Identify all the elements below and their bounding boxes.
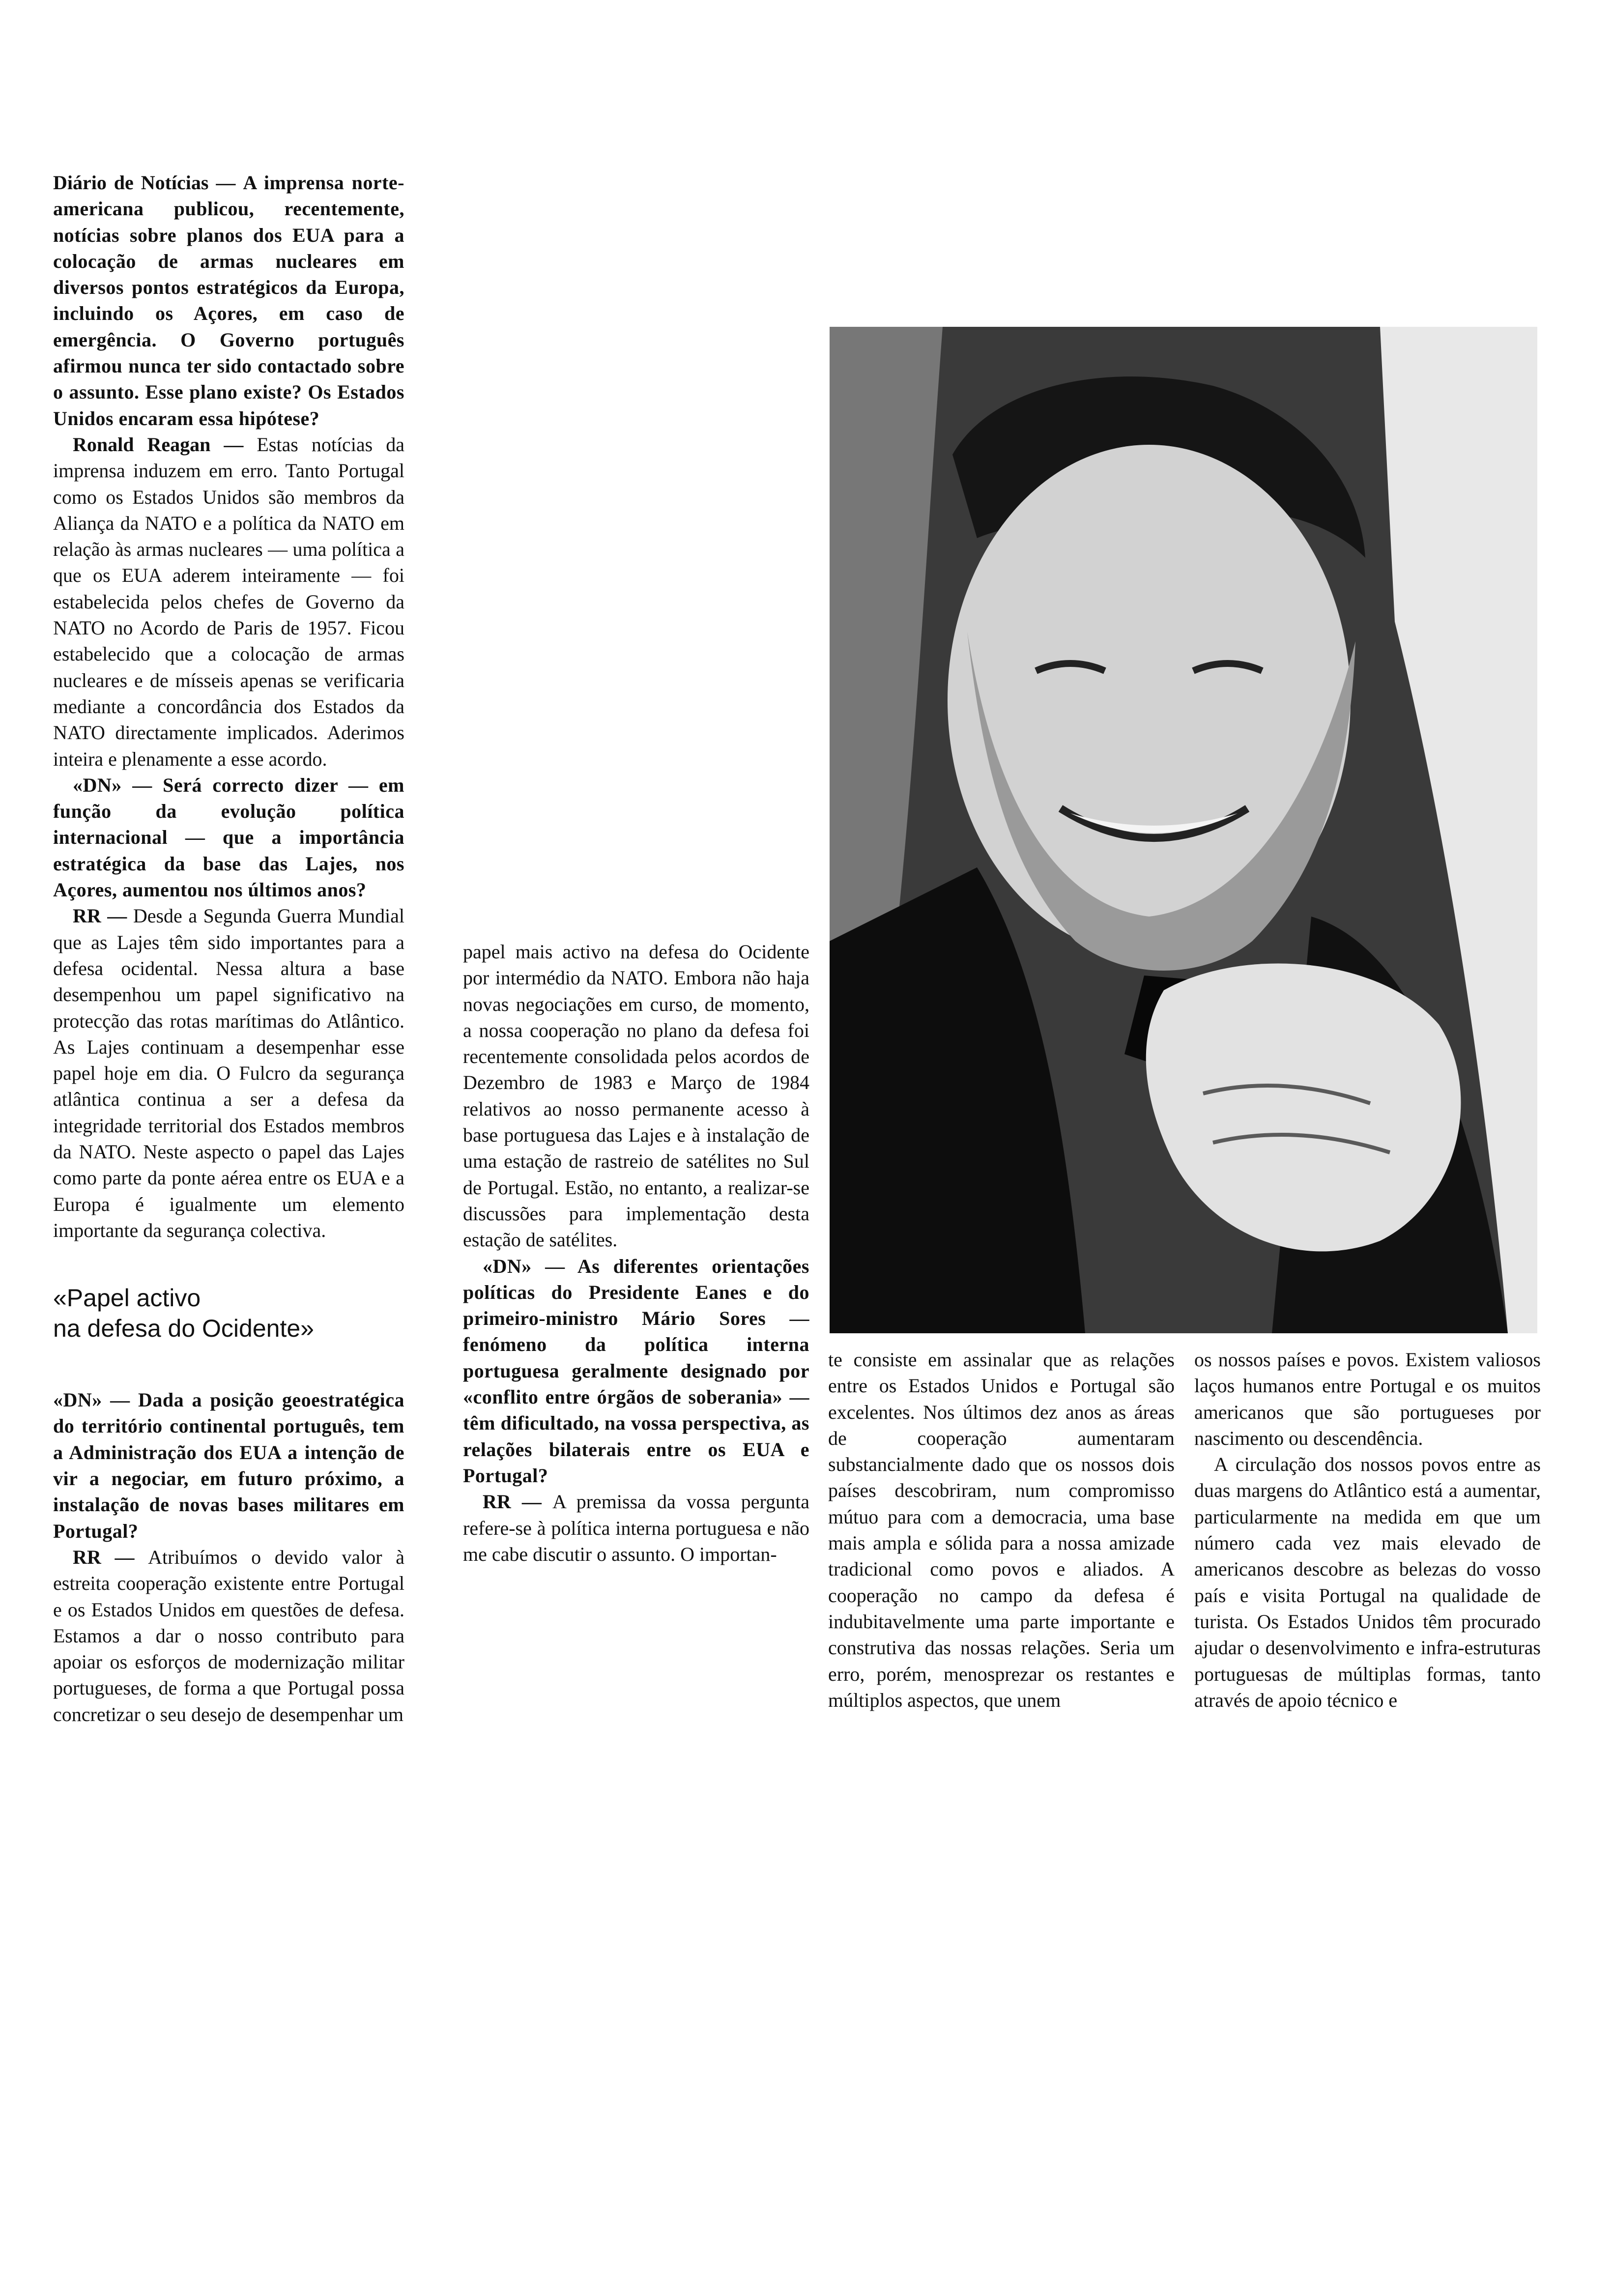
answer-text: Estas notícias da imprensa induzem em erro. Tanto Portugal como os Estados Unidos são membros da Aliança da NATO e a política da NATO em relação às armas nucleares — uma política a que os EUA aderem inteiramente — foi estabelecida pelos chefes de Governo da NATO no Acordo de Paris de 1957. Ficou estabelecido que a colocação de armas nucleares e de mísseis apenas se verificaria mediante a concordância dos Estados da NATO directamente implicados. Aderimos inteira e plenamente a esse acordo. xyxy=(53,433,404,770)
answer-text: A premissa da vossa pergunta refere-se à política interna portuguesa e não me cabe discutir o assunto. O importan- xyxy=(463,1491,809,1565)
question-paragraph: «DN» — Será correcto dizer — em função da evolução política internacional — que a importância estratégica da base das Lajes, nos Açores, aumentou nos últimos anos? xyxy=(53,774,404,901)
answer-paragraph xyxy=(53,903,404,1243)
answer-paragraph xyxy=(53,1544,404,1727)
answer-paragraph: papel mais activo na defesa do Ocidente por intermédio da NATO. Embora não haja novas negociações em curso, de momento, a nossa cooperação no plano da defesa foi recentemente consolidada pelos acordos de Dezembro de 1983 e Março de 1984 relativos ao nosso permanente acesso à base portuguesa das Lajes e à instalação de uma estação de rastreio de satélites no Sul de Portugal. Estão, no entanto, a realizar-se discussões para implementação desta estação de satélites. xyxy=(463,941,809,1251)
speaker-label: RR — xyxy=(73,1546,148,1568)
answer-text: Desde a Segunda Guerra Mundial que as Lajes têm sido importantes para a defesa ocidental. Nessa altura a base desempenhou um papel significativo na protecção das rotas marítimas do Atlântico. As Lajes continuam a desempenhar esse papel hoje em dia. O Fulcro da segurança atlântica continua a ser a defesa da integridade territorial dos Estados membros da NATO. Neste aspecto o papel das Lajes como parte da ponte aérea entre os EUA e a Europa é igualmente um elemento importante da segurança colectiva. xyxy=(53,905,404,1241)
speaker-label: Diário de Notícias — xyxy=(53,172,243,194)
question-paragraph: «DN» — As diferentes orientações políticas do Presidente Eanes e do primeiro-ministro Mário Sores — fenómeno da política interna portuguesa geralmente designado por «conflito entre órgãos de soberania» — têm dificultado, na vossa perspectiva, as relações bilaterais entre os EUA e Portugal? xyxy=(463,1255,809,1487)
subheading-line-1: «Papel activo xyxy=(53,1284,201,1312)
speaker-label: Ronald Reagan — xyxy=(73,433,257,456)
section-subheading xyxy=(53,1283,404,1344)
answer-text: Atribuímos o devido valor à estreita cooperação existente entre Portugal e os Estados Unidos em questões de defesa. Estamos a dar o nosso contributo para apoiar os esforços de modernização militar portugueses, de forma a que Portugal possa concretizar o seu desejo de desempenhar um xyxy=(53,1546,404,1725)
portrait-photo xyxy=(830,327,1537,1333)
answer-paragraph: os nossos países e povos. Existem valiosos laços humanos entre Portugal e os muitos americanos que são portugueses por nascimento ou descendência. xyxy=(1194,1349,1541,1449)
article-column-3 xyxy=(828,1347,1175,1713)
answer-paragraph xyxy=(463,1489,809,1567)
subheading-line-2: na defesa do Ocidente» xyxy=(53,1315,314,1343)
answer-paragraph xyxy=(53,431,404,772)
article-column-1 xyxy=(53,170,404,1727)
question-paragraph: «DN» — Dada a posição geoestratégica do território continental português, tem a Administração dos EUA a intenção de vir a negociar, em futuro próximo, a instalação de novas bases militares em Portugal? xyxy=(53,1389,404,1542)
speaker-label: RR — xyxy=(483,1491,552,1513)
answer-paragraph: A circulação dos nossos povos entre as duas margens do Atlântico está a aumentar, particularmente na medida em que um número cada vez mais elevado de americanos descobre as belezas do vosso país e visita Portugal na qualidade de turista. Os Estados Unidos têm procurado ajudar o desenvolvimento e infra-estruturas portuguesas de múltiplas formas, tanto através de apoio técnico e xyxy=(1194,1453,1541,1711)
article-column-2 xyxy=(463,939,809,1567)
question-text: A imprensa norte-americana publicou, recentemente, notícias sobre planos dos EUA para a colocação de armas nucleares em diversos pontos estratégicos da Europa, incluindo os Açores, em caso de emergência. O Governo português afirmou nunca ter sido contactado sobre o assunto. Esse plano existe? Os Estados Unidos encaram essa hipótese? xyxy=(53,172,405,430)
speaker-label: RR — xyxy=(73,905,133,927)
answer-paragraph: te consiste em assinalar que as relações entre os Estados Unidos e Portugal são excelentes. Nos últimos dez anos as áreas de cooperação aumentaram substancialmente dado que os nossos dois países descobriram, num compromisso mútuo para com a democracia, uma base mais ampla e sólida para a nossa amizade tradicional como povos e aliados. A cooperação no campo da defesa é indubitavelmente uma parte importante e construtiva das nossas relações. Seria um erro, porém, menosprezar os restantes e múltiplos aspectos, que unem xyxy=(828,1349,1175,1711)
question-paragraph xyxy=(53,170,404,431)
article-column-4 xyxy=(1194,1347,1541,1713)
